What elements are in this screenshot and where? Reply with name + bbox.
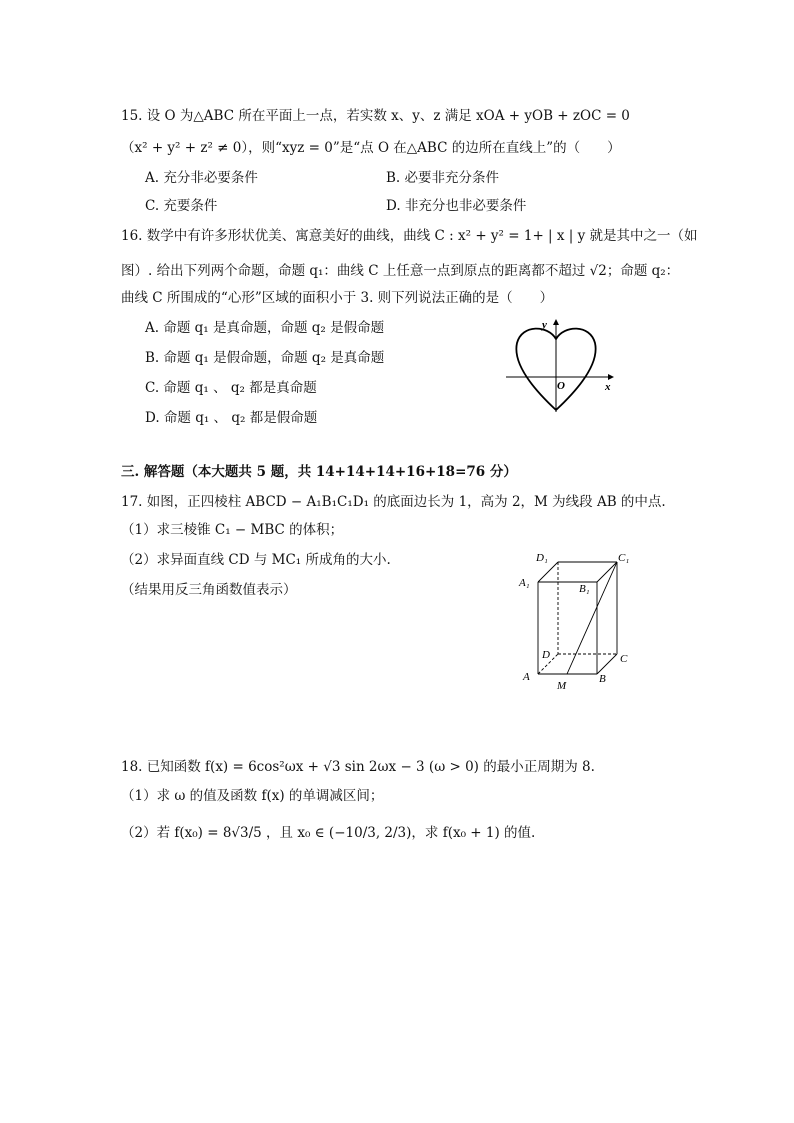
q18-part1: （1）求 ω 的值及函数 f(x) 的单调减区间； — [121, 788, 384, 804]
segment-mc1 — [567, 562, 617, 674]
x-axis-label: x — [605, 381, 611, 393]
y-axis-label: y — [542, 319, 547, 331]
q15-option-b: B. 必要非充分条件 — [386, 170, 500, 186]
q15-option-c: C. 充要条件 — [145, 198, 218, 214]
label-c: C — [620, 653, 628, 665]
q16-option-c: C. 命题 q₁ 、 q₂ 都是真命题 — [145, 380, 317, 396]
q15-line2: （x² + y² + z² ≠ 0），则“xyz = 0”是“点 O 在△ABC 的边所在直线上”的（ ） — [121, 140, 621, 156]
section3-heading: 三. 解答题（本大题共 5 题，共 14+14+14+16+18=76 分） — [121, 464, 517, 480]
q17-part3: （结果用反三角函数值表示） — [121, 582, 297, 598]
q15-line1: 15. 设 O 为△ABC 所在平面上一点，若实数 x、y、z 满足 x​OA + yOB + zOC = 0 — [121, 108, 630, 124]
q15-option-a: A. 充分非必要条件 — [145, 170, 258, 186]
label-c1: C₁ — [618, 552, 630, 564]
q16-option-d: D. 命题 q₁ 、 q₂ 都是假命题 — [145, 410, 318, 426]
heart-curve-figure — [500, 316, 630, 426]
q16-option-a: A. 命题 q₁ 是真命题，命题 q₂ 是假命题 — [145, 320, 385, 336]
label-d: D — [542, 649, 550, 661]
q18-line1: 18. 已知函数 f(x) = 6cos²ωx + √3 sin 2ωx − 3 (ω > 0) 的最小正周期为 8. — [121, 759, 595, 775]
q16-option-b: B. 命题 q₁ 是假命题，命题 q₂ 是真命题 — [145, 350, 385, 366]
label-a1: A₁ — [519, 577, 530, 589]
label-m: M — [557, 680, 567, 692]
q16-line1: 16. 数学中有许多形状优美、寓意美好的曲线，曲线 C : x² + y² = 1+ | x | y 就是其中之一（如 — [121, 228, 698, 244]
prism-figure — [516, 548, 636, 698]
label-a: A — [523, 671, 530, 683]
label-b: B — [599, 673, 606, 685]
q17-part1: （1）求三棱锥 C₁ − MBC 的体积； — [121, 522, 344, 538]
q16-line2: 图）. 给出下列两个命题，命题 q₁：曲线 C 上任意一点到原点的距离都不超过 √2；命题 q₂： — [121, 263, 680, 279]
label-d1: D₁ — [536, 552, 548, 564]
q15-option-d: D. 非充分也非必要条件 — [386, 198, 527, 214]
q18-part2: （2）若 f(x₀) = 8√3/5 ，且 x₀ ∈ (−10/3, 2/3)，求 f(x₀ + 1) 的值. — [121, 825, 536, 841]
label-b1: B₁ — [579, 583, 590, 595]
q17-line1: 17. 如图，正四棱柱 ABCD − A₁B₁C₁D₁ 的底面边长为 1，高为 2，M 为线段 AB 的中点. — [121, 494, 666, 510]
q16-line3: 曲线 C 所围成的“心形”区域的面积小于 3. 则下列说法正确的是（ ） — [121, 290, 554, 306]
origin-label: O — [557, 380, 565, 392]
q17-part2: （2）求异面直线 CD 与 MC₁ 所成角的大小. — [121, 552, 391, 568]
